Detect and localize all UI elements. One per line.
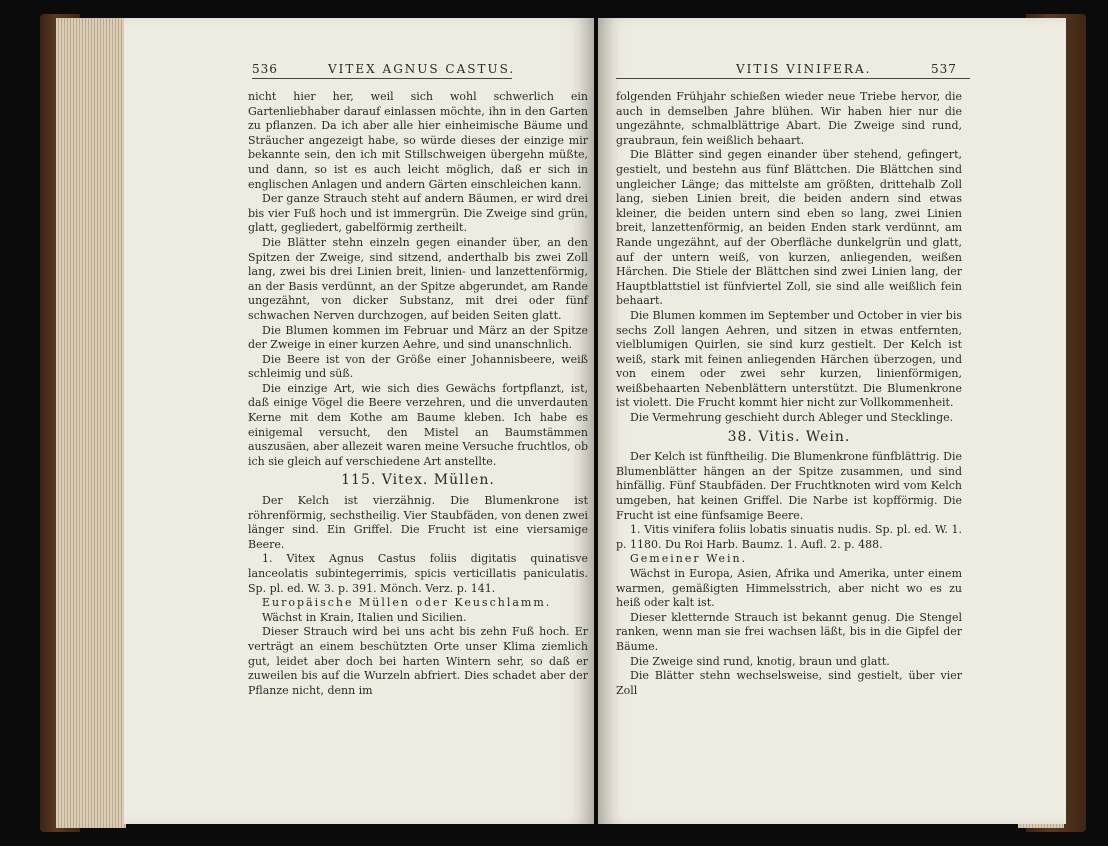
header-rule (252, 78, 512, 79)
species-entry: 1. Vitex Agnus Castus foliis digitatis quinatisve lanceolatis subintegerrimis, spicis verticillatis paniculatis. Sp. pl. ed. W. 3. p. 391. Mönch. Verz. p. 141. (248, 552, 588, 595)
right-page (598, 18, 1066, 824)
page-number: 536 (252, 62, 278, 76)
species-entry: 1. Vitis vinifera foliis lobatis sinuatis nudis. Sp. pl. ed. W. 1. p. 1180. Du Roi Harb. Baumz. 1. Aufl. 2. p. 488. (616, 523, 962, 551)
left-page-body (248, 90, 588, 698)
paragraph: Die einzige Art, wie sich dies Gewächs fortpflanzt, ist, daß einige Vögel die Beere verzehren, und die unverdauten Kerne mit dem Kothe am Baume kleben. Ich habe es einigemal versucht, den Mistel an Baumstämmen auszusäen, aber allezeit waren meine Versuche fruchtlos, ob ich sie gleich auf verschiedene Art anstellte. (248, 381, 588, 468)
left-page (124, 18, 594, 824)
paragraph: Die Blätter stehn wechselsweise, sind gestielt, über vier Zoll (616, 669, 962, 697)
paragraph: nicht hier her, weil sich wohl schwerlich ein Gartenliebhaber darauf einlassen möchte, ihn in den Garten zu pflanzen. Da ich aber alle hier einheimische Bäume und Sträucher angezeigt habe, so würde dieses der einzige mir bekannte sein, den ich mit Stillschweigen übergehn müßte, und dann, so ist es auch leicht möglich, daß er sich in englischen Anlagen und andern Gärten einschleichen kann. (248, 90, 588, 191)
paragraph: Die Blätter stehn einzeln gegen einander über, an den Spitzen der Zweige, sind sitzend, anderthalb bis zwei Zoll lang, zwei bis drei Linien breit, linien- und lanzettenförmig, an der Basis verdünnt, an der Spitze abgerundet, am Rande ungezähnt, von dicker Substanz, mit drei oder fünf schwachen Nerven durchzogen, auf beiden Seiten glatt. (248, 235, 588, 322)
paragraph: Die Zweige sind rund, knotig, braun und glatt. (630, 654, 890, 668)
paragraph: Dieser kletternde Strauch ist bekannt genug. Die Stengel ranken, wenn man sie frei wachsen läßt, bis in die Gipfel der Bäume. (616, 610, 962, 653)
page-edges-left (56, 18, 126, 828)
paragraph: Der Kelch ist vierzähnig. Die Blumenkrone ist röhrenförmig, sechstheilig. Vier Staubfäden, von denen zwei länger sind. Ein Griffel. Die Frucht ist eine viersamige Beere. (248, 494, 588, 551)
common-name: Gemeiner Wein. (630, 552, 748, 566)
section-heading: 38. Vitis. Wein. (727, 428, 851, 445)
paragraph: Die Blumen kommen im Februar und März an der Spitze der Zweige in einer kurzen Aehre, und sind unanschnlich. (248, 323, 588, 352)
header-rule (616, 78, 970, 79)
paragraph: Der ganze Strauch steht auf andern Bäumen, er wird drei bis vier Fuß hoch und ist immergrün. Die Zweige sind grün, glatt, gegliedert, gabelförmig zertheilt. (248, 192, 588, 235)
right-page-body (616, 90, 962, 698)
paragraph: Wächst in Europa, Asien, Afrika und Amerika, unter einem warmen, gemäßigten Himmelsstrich, aber nicht wo es zu heiß oder kalt ist. (616, 567, 962, 610)
running-head-title: VITEX AGNUS CASTUS. (328, 62, 516, 76)
paragraph: Die Beere ist von der Größe einer Johannisbeere, weiß schleimig und süß. (248, 352, 588, 381)
paragraph: Wächst in Krain, Italien und Sicilien. (262, 610, 467, 624)
paragraph: Die Vermehrung geschieht durch Ableger und Stecklinge. (630, 411, 954, 425)
common-name: Europäische Müllen oder Keuschlamm. (262, 596, 552, 610)
section-heading: 115. Vitex. Müllen. (341, 472, 495, 489)
paragraph: folgenden Frühjahr schießen wieder neue Triebe hervor, die auch in demselben Jahre blühen. Wir haben hier nur die ungezähnte, schmalblättrige Abart. Die Zweige sind rund, graubraun, fein weißlich behaart. (616, 90, 962, 147)
paragraph: Der Kelch ist fünftheilig. Die Blumenkrone fünfblättrig. Die Blumenblätter hängen an der Spitze zusammen, und sind hinfällig. Fünf Staubfäden. Der Fruchtknoten wird vom Kelch umgeben, hat keinen Griffel. Die Narbe ist kopfförmig. Die Frucht ist eine fünfsamige Beere. (616, 450, 962, 522)
paragraph: Die Blumen kommen im September und October in vier bis sechs Zoll langen Aehren, und sitzen in etwas entfernten, vielblumigen Quirlen, sie sind kurz gestielt. Der Kelch ist weiß, stark mit feinen anliegenden Härchen überzogen, und von einem oder zwei sehr kurzen, linienförmigen, weißbehaarten Nebenblättern unterstützt. Die Blumenkrone ist violett. Die Frucht kommt hier nicht zur Vollkommenheit. (616, 308, 962, 410)
paragraph: Die Blätter sind gegen einander über stehend, gefingert, gestielt, und bestehn aus fünf Blättchen. Die Blättchen sind ungleicher Länge; das mittelste am größten, drittehalb Zoll lang, sieben Linien breit, die beiden andern sind etwas kleiner, die beiden untern sind eben so lang, zwei Linien breit, lanzettenförmig, an beiden Enden stark verdünnt, am Rande ungezähnt, auf der Oberfläche dunkelgrün und glatt, auf der untern weiß, von kurzen, anliegenden, weißen Härchen. Die Stiele der Blättchen sind zwei Linien lang, der Hauptblattstiel ist fünfviertel Zoll, sie sind alle weißlich fein behaart. (616, 148, 962, 308)
running-head-title: VITIS VINIFERA. (736, 62, 872, 76)
paragraph: Dieser Strauch wird bei uns acht bis zehn Fuß hoch. Er verträgt an einem beschützten Orte unser Klima ziemlich gut, leidet aber doch bei harten Wintern sehr, so daß er zuweilen bis auf die Wurzeln abfriert. Dies schadet aber der Pflanze nicht, denn im (248, 625, 588, 697)
page-number: 537 (931, 62, 957, 76)
